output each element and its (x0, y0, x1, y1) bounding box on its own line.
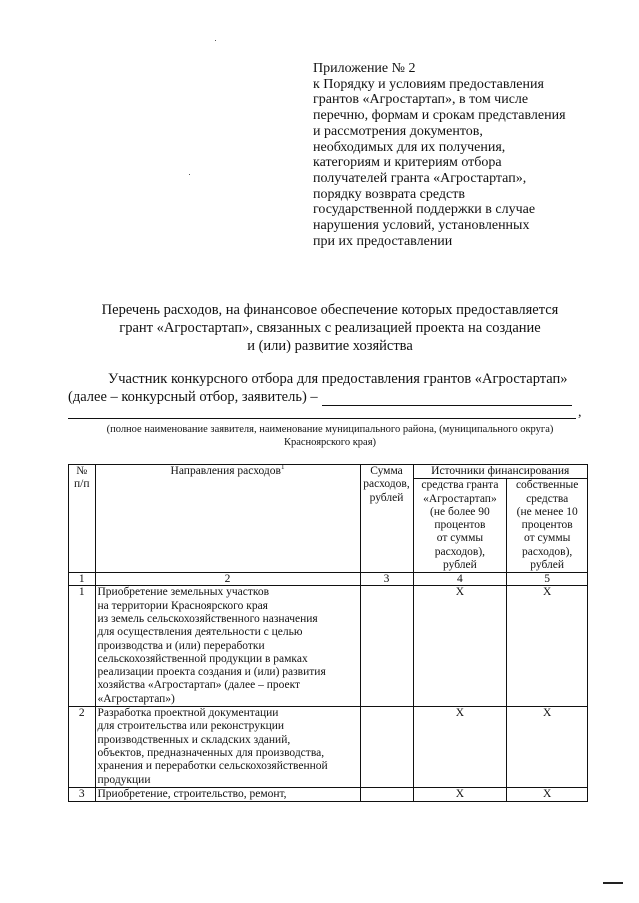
field-hint (80, 424, 580, 449)
header-num (69, 465, 96, 573)
title-line: грант «Агростартап», связанных с реализацией проекта на создание (119, 320, 541, 336)
row-line: производства и (или) переработки (97, 639, 265, 652)
header-own-line: от суммы (524, 532, 571, 545)
row-own: X (507, 586, 588, 707)
table-row (69, 707, 588, 788)
row-grant: X (413, 707, 507, 788)
row-own: X (507, 787, 588, 801)
title-line: и (или) развитие хозяйства (247, 338, 413, 354)
comma: , (578, 405, 582, 420)
row-num: 2 (69, 707, 96, 788)
header-grant-line: расходов), (434, 545, 486, 558)
title-line: Перечень расходов, на финансовое обеспечение которых предоставляется (101, 302, 559, 318)
row-line: для строительства или реконструкции (97, 720, 285, 733)
row-line: сельскохозяйственной продукции в рамках (97, 652, 308, 665)
header-num-line: № (76, 465, 88, 477)
header-grant-line: от суммы (436, 532, 484, 545)
row-sum[interactable] (360, 787, 413, 801)
header-own-line: рублей (530, 559, 565, 572)
column-number: 1 (69, 573, 96, 586)
column-number-row (69, 573, 588, 586)
footnote-mark: 1 (280, 463, 285, 472)
row-line: объектов, предназначенных для производства, (97, 746, 325, 759)
scan-mark (603, 882, 623, 884)
appendix-line: Приложение № 2 (313, 61, 416, 76)
header-own-line: расходов), (522, 545, 573, 558)
row-grant: X (413, 586, 507, 707)
row-line: для осуществления деятельности с целью (97, 626, 303, 639)
row-line: «Агростартап») (97, 692, 175, 705)
header-sum-line: Сумма (370, 465, 403, 477)
participant-label: (далее – конкурсный отбор, заявитель) – (68, 389, 318, 405)
row-line: реализации проекта создания и (или) развития (97, 666, 326, 679)
table-row (69, 787, 588, 801)
row-sum[interactable] (360, 586, 413, 707)
row-line: Приобретение, строительство, ремонт, (97, 787, 287, 800)
row-line: Разработка проектной документации (97, 707, 279, 720)
header-grant-line: процентов (434, 519, 486, 532)
row-line: на территории Красноярского края (97, 599, 268, 612)
header-sum (360, 465, 413, 573)
table-header-row (69, 465, 588, 479)
appendix-line: при их предоставлении (313, 233, 453, 249)
header-num-line: п/п (73, 478, 90, 491)
appendix-line: нарушения условий, установленных (313, 218, 530, 234)
header-own-line: (не менее 10 (516, 505, 578, 518)
appendix-line: необходимых для их получения, (313, 139, 506, 155)
header-sources: Источники финансирования (413, 465, 588, 479)
row-description (95, 707, 360, 788)
row-grant: X (413, 787, 507, 801)
column-number: 3 (360, 573, 413, 586)
header-direction-label: Направления расходов (170, 465, 281, 477)
appendix-line: перечню, формам и срокам представления (313, 108, 566, 124)
row-description (95, 586, 360, 707)
appendix-line: к Порядку и условиям предоставления (313, 76, 544, 92)
appendix-line: и рассмотрения документов, (313, 123, 483, 139)
appendix-header (313, 61, 613, 249)
applicant-name-field-line-2[interactable] (68, 418, 576, 419)
header-grant-line: «Агростартап» (423, 492, 497, 505)
header-sum-line: рублей (369, 491, 404, 504)
header-direction (95, 465, 360, 573)
row-num: 3 (69, 787, 96, 801)
header-sum-line: расходов, (363, 478, 410, 491)
expenses-table (68, 464, 588, 802)
row-line: хранения и переработки сельскохозяйственной (97, 760, 328, 773)
table-row (69, 586, 588, 707)
header-grant-line: средства гранта (421, 479, 499, 492)
field-hint-line: (полное наименование заявителя, наименование муниципального района, (муниципального округа) (106, 424, 554, 435)
header-own-line: процентов (521, 519, 573, 532)
field-hint-line: Красноярского края) (283, 436, 377, 448)
column-number: 2 (95, 573, 360, 586)
row-line: хозяйства «Агростартап» (далее – проект (97, 679, 301, 692)
scan-speck (215, 40, 216, 41)
row-sum[interactable] (360, 707, 413, 788)
header-grant-line: рублей (443, 559, 477, 572)
header-grant-line: (не более 90 (430, 505, 490, 518)
appendix-line: грантов «Агростартап», в том числе (313, 92, 529, 108)
row-line: Приобретение земельных участков (97, 586, 270, 599)
row-line: производственных и складских зданий, (97, 733, 291, 746)
column-number: 4 (413, 573, 507, 586)
row-own: X (507, 707, 588, 788)
row-line: продукции (97, 773, 151, 786)
appendix-line: порядку возврата средств (313, 186, 465, 202)
row-num: 1 (69, 586, 96, 707)
row-line: из земель сельскохозяйственного назначения (97, 612, 318, 625)
row-description (95, 787, 360, 801)
appendix-line: категориям и критериям отбора (313, 155, 502, 171)
column-number: 5 (507, 573, 588, 586)
header-grant (413, 479, 507, 573)
appendix-line: получателей гранта «Агростартап», (313, 170, 527, 186)
scan-speck (189, 174, 190, 175)
header-own-line: средства (526, 492, 569, 505)
header-own (507, 479, 588, 573)
document-title (60, 301, 600, 355)
applicant-name-field[interactable] (322, 391, 572, 406)
participant-block (68, 370, 588, 406)
header-own-line: собственные (515, 479, 579, 492)
participant-line-1: Участник конкурсного отбора для предоставления грантов «Агростартап» (108, 371, 568, 387)
participant-line-2 (68, 388, 588, 406)
appendix-line: государственной поддержки в случае (313, 202, 536, 218)
